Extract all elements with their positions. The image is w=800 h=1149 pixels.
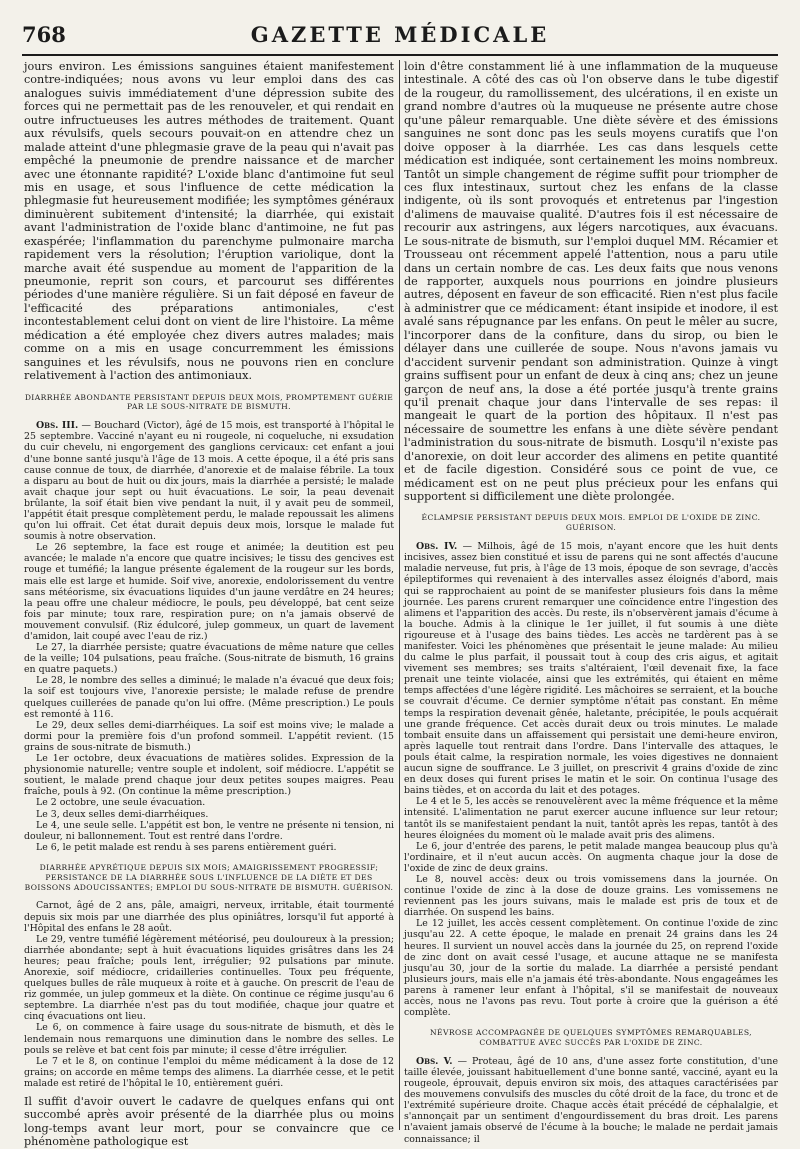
observation-label: Obs. III. bbox=[36, 420, 79, 432]
case-paragraph: Le 8, nouvel accès: deux ou trois vomissemens dans la journée. On continue l'oxide de zinc à la dose de douze grains. Les vomissemens ne reviennent pas les jours suivans, mais le malade est pris de toux et de diarrhée. On suspend les bains. bbox=[404, 873, 778, 919]
case-paragraph: Le 1er octobre, deux évacuations de matières solides. Expression de la physionomie naturelle; ventre souple et indolent, soif médiocre. L'appétit se soutient, le malade prend chaque jour deux petites soupes maigres. Peau fraîche, pouls à 92. (On continue la même prescription.) bbox=[24, 753, 394, 798]
case-paragraph: Le 6, on commence à faire usage du sous-nitrate de bismuth, et dès le lendemain nous remarquons une diminution dans le nombre des selles. Le pouls se relève et bat cent fois par minute; il cesse d'être irrégulier. bbox=[24, 1022, 394, 1056]
observation-4 bbox=[404, 541, 778, 1018]
case-paragraph: Le 6, jour d'entrée des parens, le petit malade mangea beaucoup plus qu'à l'ordinaire, et il n'eut aucun accès. On augmenta chaque jour la dose de l'oxide de zinc de deux grains. bbox=[404, 840, 778, 874]
case-paragraph: Le 4 et le 5, les accès se renouvelèrent avec la même fréquence et la même intensité. L'alimentation ne parut exercer aucune influence sur leur retour; tantôt ils se manifestaient pendant la nuit, tantôt après les repas, tantôt à des heures éloignées du moment où le malade avait pris des alimens. bbox=[404, 796, 778, 841]
case-paragraph: Le 2 octobre, une seule évacuation. bbox=[36, 797, 206, 809]
case-carnot bbox=[24, 900, 394, 1089]
case-paragraph bbox=[24, 420, 394, 542]
observation-3 bbox=[24, 420, 394, 853]
left-column bbox=[24, 60, 394, 1149]
case-paragraph bbox=[404, 541, 778, 796]
journal-title: GAZETTE MÉDICALE bbox=[250, 22, 550, 47]
case-paragraph: Le 12 juillet, les accès cessent complètement. On continue l'oxide de zinc jusqu'au 22. A cette époque, le malade en prenait 24 grains dans les 24 heures. Il survient un nouvel accès dans la journée du 25, on reprend l'oxide de zinc dont on avait cessé l'usage, et aucune attaque ne se manifesta jusqu'au 30, jour de la sortie du malade. La diarrhée a persisté pendant plusieurs jours, mais elle n'a jamais été très-abondante. Nous engageâmes les parens à ramener leur enfant à l'hôpital, s'il se manifestait de nouveaux accès, nous ne l'avons pas revu. Tout porte à croire que la guérison a été complète. bbox=[404, 918, 778, 1019]
column-divider bbox=[399, 60, 400, 1130]
page-number: 768 bbox=[22, 22, 66, 47]
case-paragraph: Le 29, ventre tuméfié légèrement météorisé, peu douloureux à la pression; diarrhée abondante; sept à huit évacuations liquides grisâtres dans les 24 heures; peau fraîche; pouls lent, irrégulier; 92 pulsations par minute. Anorexie, soif médiocre, cridailleries continuelles. Toux peu fréquente, quelques bulles de râle muqueux à roite et à gauche. On prescrit de l'eau de riz gommée, un julep gommeux et la diète. On continue ce régime jusqu'au 6 septembre. La diarrhée n'est pas du tout modifiée, chaque jour quatre et cinq évacuations ont lieu. bbox=[24, 933, 394, 1023]
case-paragraph bbox=[404, 1056, 778, 1145]
body-paragraph: loin d'être constamment lié à une inflammation de la muqueuse intestinale. A côté des cas où l'on observe dans le tube digestif de la rougeur, du ramollissement, des ulcérations, il en existe un grand nombre d'autres où la muqueuse ne présente autre chose qu'une pâleur remarquable. Une diète sévère et des émissions sanguines ne sont donc pas les seuls moyens curatifs que l'on doive opposer à la diarrhée. Les cas dans lesquels cette médication est indiquée, sont certainement les moins nombreux. Tantôt un simple changement de régime suffit pour triompher de ces flux intestinaux, surtout chez les enfans de la classe indigente, où ils sont provoqués et entretenus par l'ingestion d'alimens de mauvaise qualité. D'autres fois il est nécessaire de recourir aux astringens, aux légers narcotiques, aux évacuans. Le sous-nitrate de bismuth, sur l'emploi duquel MM. Récamier et Trousseau ont récemment appelé l'attention, nous a paru utile dans un certain nombre de cas. Les deux faits que nous venons de rapporter, auxquels nous pourrions en joindre plusieurs autres, déposent en faveur de son efficacité. Rien n'est plus facile à administrer que ce médicament: étant insipide et inodore, il est avalé sans répugnance par les enfans. On peut le mêler au sucre, l'incorporer dans de la confiture, dans du sirop, ou bien le délayer dans une cuillerée de soupe. Nous n'avons jamais vu d'accident survenir pendant son administration. Quinze à vingt grains suffisent pour un enfant de deux à cinq ans; chez un jeune garçon de neuf ans, la dose a été portée jusqu'à trente grains qu'il prenait chaque jour dans l'intervalle de ses repas: il mangeait le quart de la portion des hôpitaux. Il n'est pas nécessaire de soumettre les enfans à une diète sévère pendant l'administration du sous-nitrate de bismuth. Losqu'il n'existe pas d'anorexie, on doit leur accorder des alimens en petite quantité et de facile digestion. Considéré sous ce point de vue, ce médicament est on ne peut plus précieux pour les enfans qui supportent si difficilement une diète prolongée. bbox=[404, 60, 778, 503]
case-paragraph: Carnot, âgé de 2 ans, pâle, amaigri, nerveux, irritable, était tourmenté depuis six mois par une diarrhée des plus opiniâtres, lorsqu'il fut apporté à l'Hôpital des enfans le 28 août. bbox=[24, 900, 394, 934]
case-paragraph: Le 28, le nombre des selles a diminué; le malade n'a évacué que deux fois; la soif est toujours vive, l'anorexie persiste; le malade refuse de prendre quelques cuillerées de panade qu'on lui offre. (Même prescription.) Le pouls est remonté à 116. bbox=[24, 675, 394, 720]
case-paragraph: Le 7 et le 8, on continue l'emploi du même médicament à la dose de 12 grains; on accorde en même temps des alimens. La diarrhée cesse, et le petit malade est retiré de l'hôpital le 10, entièrement guéri. bbox=[24, 1055, 394, 1089]
case-text: — Bouchard (Victor), âgé de 15 mois, est transporté à l'hôpital le 25 septembre. Vacciné n'ayant eu ni rougeole, ni coqueluche, ni exsudation du cuir chevelu, ni engorgement des ganglions cervicaux: cet enfant a joui d'une bonne santé jusqu'à l'âge de 13 mois. A cette époque, il a été pris sans cause connue de toux, de diarrhée, d'anorexie et de malaise fébrile. La toux a disparu au bout de huit ou dix jours, mais la diarrhée a persisté; le malade avait chaque jour sept ou huit évacuations. Le soir, la peau devenait brûlante, la soif était bien vive pendant la nuit, il y avait peu de sommeil, l'appétit était presque complètement perdu, le malade repoussait les alimens qu'on lui offrait. Cet état durait depuis deux mois, lorsque le malade fut soumis à notre observation. bbox=[24, 420, 394, 543]
case-paragraph: Le 3, deux selles demi-diarrhéiques. bbox=[36, 808, 209, 820]
section-heading: DIARRHÉE ABONDANTE PERSISTANT DEPUIS DEUX MOIS, PROMPTEMENT GUÉRIE PAR LE SOUS-NITRATE DE BISMUTH. bbox=[24, 392, 394, 412]
case-paragraph: Le 29, deux selles demi-diarrhéiques. La soif est moins vive; le malade a dormi pour la première fois d'un profond sommeil. L'appétit revient. (15 grains de sous-nitrate de bismuth.) bbox=[24, 719, 394, 753]
section-heading: ÉCLAMPSIE PERSISTANT DEPUIS DEUX MOIS. EMPLOI DE L'OXIDE DE ZINC. GUÉRISON. bbox=[421, 513, 761, 533]
body-paragraph: jours environ. Les émissions sanguines étaient manifestement contre-indiquées; nous avons vu leur emploi dans des cas analogues suivis immédiatement d'une dépression subite des forces qui ne permettait pas de les renouveler, et qui rendait en outre infructueuses les autres méthodes de traitement. Quant aux révulsifs, quels secours pouvait-on en attendre chez un malade atteint d'une phlegmasie grave de la peau qui n'avait pas empêché la pneumonie de prendre naissance et de marcher avec une étonnante rapidité? L'oxide blanc d'antimoine fut seul mis en usage, et sous l'influence de cette médication la phlegmasie fut heureusement modifiée; les symptômes généraux diminuèrent subitement d'intensité; la diarrhée, qui existait avant l'administration de l'oxide blanc d'antimoine, ne fut pas exaspérée; l'inflammation du parenchyme pulmonaire marcha rapidement vers la résolution; l'éruption variolique, dont la marche avait été suspendue au moment de l'apparition de la pneumonie, reprit son cours, et parcourut ses différentes périodes d'une manière régulière. Si un fait déposé en faveur de l'efficacité des préparations antimoniales, c'est incontestablement celui dont on vient de lire l'histoire. La même médication a été employée chez divers autres malades; mais comme on a mis en usage concurremment les émissions sanguines et les révulsifs, nous ne pouvons rien en conclure relativement à l'action des antimoniaux. bbox=[24, 60, 394, 383]
body-paragraph: Il suffit d'avoir ouvert le cadavre de quelques enfans qui ont succombé après avoir présenté de la diarrhée plus ou moins long-temps avant leur mort, pour se convaincre que ce phénomène pathologique est bbox=[24, 1095, 394, 1149]
case-paragraph: Le 4, une seule selle. L'appétit est bon, le ventre ne présente ni tension, ni douleur, ni ballonnement. Tout est rentré dans l'ordre. bbox=[24, 819, 394, 842]
case-text: — Milhois, âgé de 15 mois, n'ayant encore que les huit dents incisives, assez bien constitué et issu de parens qui ne sont affectés d'aucune maladie nerveuse, fut pris, à l'âge de 13 mois, époque de son sevrage, d'accès épileptiformes qui revenaient à des intervalles assez éloignés d'abord, mais qui se rapprochaient au point de se manifester plusieurs fois dans la même journée. Les parens crurent remarquer une coïncidence entre l'ingestion des alimens et l'apparition des accès. Du reste, ils n'observèrent jamais d'écume à la bouche. Admis à la clinique le 1er juillet, il fut soumis à une diète rigoureuse et à l'usage des bains tièdes. Les accès ne tardèrent pas à se manifester. Voici les phénomènes que présentait le jeune malade: Au milieu du calme le plus parfait, il poussait tout à coup des cris aigus, et agitait vivement ses membres; ses traits s'altéraient, l'œil devenait fixe, la face prenait une teinte violacée, ainsi que les extrémités, qui étaient en même temps affectées d'une légère rigidité. Les mâchoires se serraient, et la bouche se couvrait d'écume. Ce dernier symptôme n'était pas constant. En même temps la respiration devenait gênée, haletante, précipitée, le pouls acquérait une grande fréquence. Cet accès durait deux ou trois minutes. Le malade tombait ensuite dans un affaissement qui persistait une demi-heure environ, après laquelle tout rentrait dans l'ordre. Dans l'intervalle des attaques, le pouls était calme, la respiration normale, les voies digestives ne donnaient aucun signe de souffrance. Le 3 juillet, on prescrivit 4 grains d'oxide de zinc en deux doses qui furent prises le matin et le soir. On continua l'usage des bains tièdes, et on accorda du lait et des potages. bbox=[404, 541, 778, 797]
observation-label: Obs. IV. bbox=[416, 541, 458, 553]
section-heading: DIARRHÉE APYRÉTIQUE DEPUIS SIX MOIS; AMAIGRISSEMENT PROGRESSIF; PERSISTANCE DE LA DIARRHÉE SOUS L'INFLUENCE DE LA DIÈTE ET DES BOISSONS ADOUCISSANTES; EMPLOI DU SOUS-NITRATE DE BISMUTH. GUÉRISON. bbox=[24, 862, 394, 892]
case-text: — Proteau, âgé de 10 ans, d'une assez forte constitution, d'une taille élevée, jouissant habituellement d'une bonne santé, vacciné, ayant eu la rougeole, éprouvait, depuis environ six mois, des attaques caractérisées par des mouvemens convulsifs des muscles du côté droit de la face, du tronc et de l'extrémité supérieure droite. Chaque accès était précédé de céphalalgie, et s'annonçait par un sentiment d'engourdissement du bras droit. Les parens n'avaient jamais observé de l'écume à la bouche; le malade ne perdait jamais connaissance; il bbox=[404, 1055, 779, 1145]
observation-label: Obs. V. bbox=[416, 1055, 453, 1067]
page-header bbox=[22, 14, 778, 56]
case-paragraph: Le 27, la diarrhée persiste; quatre évacuations de même nature que celles de la veille; 104 pulsations, peau fraîche. (Sous-nitrate de bismuth, 16 grains en quatre paquets.) bbox=[24, 642, 394, 676]
case-paragraph: Le 26 septembre, la face est rouge et animée; la deutition est peu avancée; le malade n'a encore que quatre incisives; le tissu des gencives est rouge et tuméfié; la langue présente également de la rougeur sur les bords, mais elle est large et humide. Soif vive, anorexie, endolorissement du ventre sans météorisme, six évacuations liquides d'un jaune verdâtre en 24 heures; la peau offre une chaleur médiocre, le pouls, peu développé, bat cent seize fois par minute; toux rare, respiration pure; on n'a jamais observé de mouvement convulsif. (Riz édulcoré, julep gommeux, un quart de lavement d'amidon, lait coupé avec l'eau de riz.) bbox=[24, 542, 394, 642]
case-paragraph: Le 6, le petit malade est rendu à ses parens entièrement guéri. bbox=[36, 841, 337, 853]
observation-5 bbox=[404, 1056, 778, 1145]
section-heading: NÉVROSE ACCOMPAGNÉE DE QUELQUES SYMPTÔMES REMARQUABLES, COMBATTUE AVEC SUCCÈS PAR L'OXIDE DE ZINC. bbox=[430, 1028, 752, 1048]
right-column bbox=[404, 60, 778, 1145]
